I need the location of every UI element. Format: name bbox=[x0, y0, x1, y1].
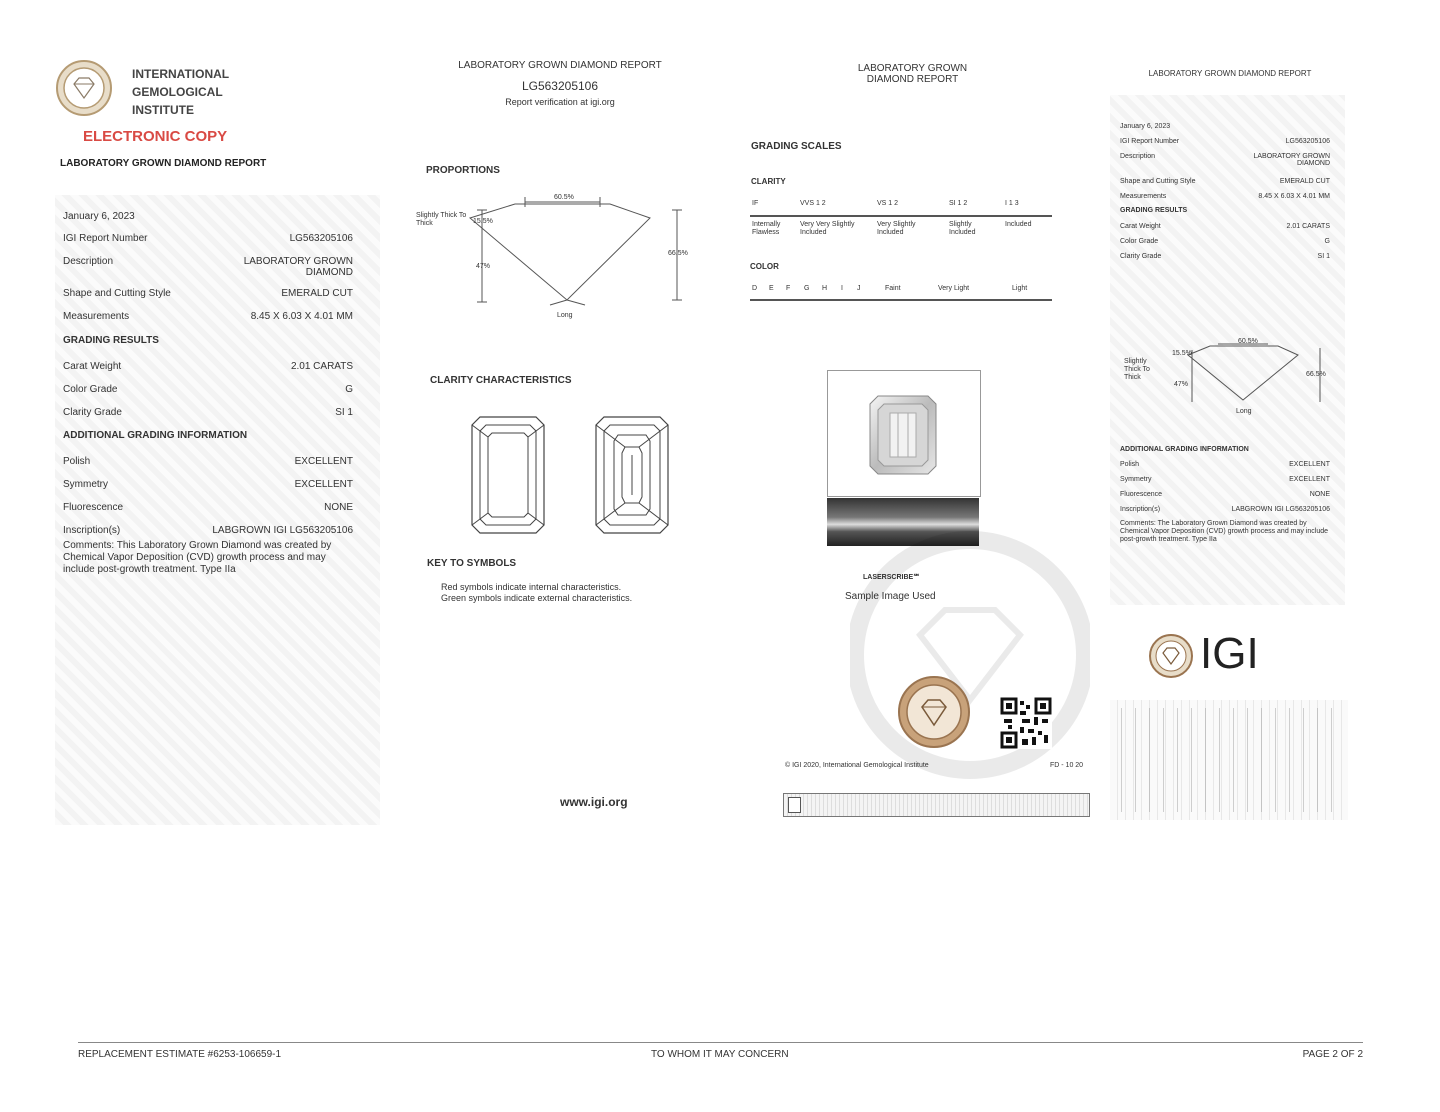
igi-seal-hologram-icon bbox=[897, 675, 971, 749]
pavilion-percentage: 47% bbox=[476, 263, 491, 270]
igi-logo-text: IGI bbox=[1200, 629, 1259, 678]
color-grade: G bbox=[804, 285, 810, 292]
panel3-title-line2: DIAMOND REPORT bbox=[866, 74, 959, 85]
panel4-additional-row bbox=[1120, 491, 1330, 498]
panel4-date: January 6, 2023 bbox=[1120, 123, 1171, 130]
proportions-diagram bbox=[415, 190, 715, 325]
additional-label: Fluorescence bbox=[1120, 491, 1163, 498]
color-scale-label: COLOR bbox=[750, 262, 779, 271]
report-date: January 6, 2023 bbox=[63, 211, 135, 222]
color-scale bbox=[750, 285, 1052, 305]
additional-row bbox=[63, 502, 353, 513]
field-value: EMERALD CUT bbox=[281, 288, 353, 299]
igi-logo-seal-icon bbox=[1148, 633, 1194, 679]
color-grade: D bbox=[752, 285, 758, 292]
key-line-green: Green symbols indicate external characteristics. bbox=[441, 593, 633, 603]
emerald-diamond-icon bbox=[828, 371, 980, 496]
additional-value: EXCELLENT bbox=[294, 479, 353, 490]
additional-label: Polish bbox=[1120, 461, 1140, 468]
grading-scales-heading: GRADING SCALES bbox=[751, 141, 842, 152]
field-value: LABORATORY GROWN DIAMOND bbox=[243, 256, 353, 278]
summary-panel bbox=[1110, 55, 1355, 825]
clarity-plot-pavilion bbox=[592, 415, 672, 535]
girdle-label: Slightly Thick To Thick bbox=[416, 212, 467, 227]
additional-row bbox=[63, 456, 353, 467]
panel4-crown-pct: 15.5% bbox=[1172, 350, 1192, 357]
key-line-red: Red symbols indicate internal characteristics. bbox=[441, 582, 622, 592]
field-value: 8.45 X 6.03 X 4.01 MM bbox=[1258, 193, 1330, 200]
copyright-text: © IGI 2020, International Gemological Institute bbox=[785, 762, 929, 769]
additional-value: LABGROWN IGI LG563205106 bbox=[1231, 506, 1330, 513]
clarity-description: Very Slightly Included bbox=[877, 221, 916, 236]
form-code: FD - 10 20 bbox=[1050, 762, 1084, 769]
field-value: EMERALD CUT bbox=[1279, 178, 1330, 185]
field-label: Description bbox=[1120, 153, 1156, 160]
grading-value: G bbox=[1324, 238, 1330, 245]
additional-label: Inscription(s) bbox=[1120, 506, 1161, 513]
replacement-estimate: REPLACEMENT ESTIMATE #6253-106659-1 bbox=[78, 1049, 282, 1060]
laserscribe-label: LASERSCRIBE℠ bbox=[863, 574, 921, 581]
website-link[interactable]: www.igi.org bbox=[560, 795, 628, 809]
additional-info bbox=[63, 456, 353, 546]
rotated-text-block bbox=[1116, 708, 1342, 812]
crown-percentage: 15.5% bbox=[473, 218, 493, 225]
field-value: LG563205106 bbox=[289, 233, 353, 244]
panel4-grading-row bbox=[1120, 238, 1330, 245]
additional-value: EXCELLENT bbox=[1289, 476, 1330, 483]
panel4-grading-heading: GRADING RESULTS bbox=[1120, 207, 1188, 214]
comments-text: Comments: This Laboratory Grown Diamond was created by Chemical Vapor Deposition (CVD) growth process and may include post-growth treatment. Type IIa bbox=[63, 540, 332, 575]
additional-row bbox=[63, 525, 353, 536]
page-number: PAGE 2 OF 2 bbox=[1302, 1049, 1363, 1060]
field-row bbox=[63, 256, 353, 278]
clarity-code: I 1 3 bbox=[1005, 200, 1019, 207]
electronic-copy-label: ELECTRONIC COPY bbox=[83, 128, 228, 145]
additional-value: EXCELLENT bbox=[294, 456, 353, 467]
panel4-grading-row bbox=[1120, 223, 1330, 230]
field-label: Measurements bbox=[63, 311, 130, 322]
additional-label: Symmetry bbox=[1120, 476, 1152, 483]
additional-label: Polish bbox=[63, 456, 91, 467]
clarity-description: Very Very Slightly Included bbox=[800, 221, 855, 236]
field-row bbox=[63, 311, 353, 322]
additional-value: NONE bbox=[324, 502, 353, 513]
panel4-field-row bbox=[1120, 178, 1330, 185]
left-details-box bbox=[55, 195, 380, 825]
grading-value: SI 1 bbox=[335, 407, 353, 418]
grading-label: Carat Weight bbox=[1120, 223, 1161, 230]
field-value: 8.45 X 6.03 X 4.01 MM bbox=[250, 311, 353, 322]
panel4-additional-heading: ADDITIONAL GRADING INFORMATION bbox=[1120, 446, 1249, 453]
panel2-verification: Report verification at igi.org bbox=[505, 97, 615, 107]
proportions-heading: PROPORTIONS bbox=[426, 165, 500, 176]
additional-label: Symmetry bbox=[63, 479, 108, 490]
field-label: Description bbox=[63, 256, 114, 267]
grading-label: Carat Weight bbox=[63, 361, 122, 372]
grading-label: Color Grade bbox=[63, 384, 118, 395]
color-grade: E bbox=[769, 285, 774, 292]
field-row bbox=[63, 288, 353, 299]
color-grade: Faint bbox=[885, 285, 901, 292]
clarity-description: Slightly Included bbox=[949, 221, 976, 236]
table-percentage: 60.5% bbox=[554, 194, 574, 201]
panel4-field-row bbox=[1120, 153, 1330, 167]
report-title: LABORATORY GROWN DIAMOND REPORT bbox=[60, 158, 267, 169]
color-grade: J bbox=[857, 285, 861, 292]
panel4-fields bbox=[1120, 138, 1330, 218]
document-icon bbox=[788, 797, 801, 813]
security-strip bbox=[783, 793, 1090, 817]
field-label: Shape and Cutting Style bbox=[63, 288, 171, 299]
clarity-scale bbox=[750, 198, 1052, 243]
grading-value: G bbox=[345, 384, 353, 395]
org-name-line1: INTERNATIONAL bbox=[132, 67, 230, 81]
color-grade: H bbox=[822, 285, 828, 292]
depth-percentage: 66.5% bbox=[668, 250, 688, 257]
grading-label: Clarity Grade bbox=[63, 407, 122, 418]
clarity-description: Included bbox=[1005, 221, 1032, 228]
additional-row bbox=[63, 479, 353, 490]
clarity-plot-crown bbox=[468, 415, 548, 535]
panel4-girdle: Slightly Thick To Thick bbox=[1124, 358, 1150, 381]
field-value: LABORATORY GROWN DIAMOND bbox=[1253, 153, 1330, 167]
panel4-table-pct: 60.5% bbox=[1238, 338, 1258, 345]
panel4-additional-row bbox=[1120, 461, 1330, 468]
grading-label: Color Grade bbox=[1120, 238, 1159, 245]
grading-results bbox=[63, 361, 353, 431]
panel4-additional-row bbox=[1120, 476, 1330, 483]
clarity-scale-divider bbox=[750, 215, 1052, 217]
grading-scales-panel bbox=[745, 55, 1095, 825]
org-name-line3: INSTITUTE bbox=[132, 103, 194, 117]
clarity-code: VVS 1 2 bbox=[800, 200, 826, 207]
grading-value: SI 1 bbox=[1317, 253, 1330, 260]
igi-seal-icon bbox=[55, 59, 113, 117]
color-scale-divider bbox=[750, 299, 1052, 301]
culet-label: Long bbox=[557, 312, 573, 319]
field-label: IGI Report Number bbox=[63, 233, 148, 244]
panel4-comments: Comments: The Laboratory Grown Diamond was created by Chemical Vapor Deposition (CVD) growth process and may include post-growth treatment. Type IIa bbox=[1120, 520, 1329, 543]
grading-row bbox=[63, 407, 353, 418]
clarity-code: IF bbox=[752, 200, 759, 207]
report-fields bbox=[63, 233, 353, 333]
grading-value: 2.01 CARATS bbox=[290, 361, 353, 372]
grading-row bbox=[63, 361, 353, 372]
field-label: Shape and Cutting Style bbox=[1120, 178, 1196, 185]
igi-logo bbox=[1148, 629, 1288, 685]
left-panel bbox=[55, 55, 385, 825]
additional-label: Fluorescence bbox=[63, 502, 124, 513]
additional-value: EXCELLENT bbox=[1289, 461, 1330, 468]
additional-value: NONE bbox=[1309, 491, 1330, 498]
panel4-title: LABORATORY GROWN DIAMOND REPORT bbox=[1148, 69, 1312, 78]
panel3-title-line1: LABORATORY GROWN bbox=[857, 63, 968, 74]
panel2-report-number: LG563205106 bbox=[521, 79, 599, 93]
panel4-grading bbox=[1120, 223, 1330, 273]
clarity-plot-crown-svg bbox=[468, 415, 548, 535]
field-label: IGI Report Number bbox=[1120, 138, 1180, 145]
additional-label: Inscription(s) bbox=[63, 525, 121, 536]
rotated-summary-strip bbox=[1110, 700, 1348, 820]
panel4-details-box bbox=[1110, 95, 1345, 605]
grading-label: Clarity Grade bbox=[1120, 253, 1162, 260]
sample-image-caption: Sample Image Used bbox=[845, 591, 936, 602]
key-to-symbols-heading: KEY TO SYMBOLS bbox=[427, 558, 517, 569]
additional-info-heading: ADDITIONAL GRADING INFORMATION bbox=[63, 430, 248, 441]
additional-value: LABGROWN IGI LG563205106 bbox=[212, 525, 353, 536]
grading-results-heading: GRADING RESULTS bbox=[63, 335, 159, 346]
panel4-field-row bbox=[1120, 138, 1330, 145]
clarity-characteristics-heading: CLARITY CHARACTERISTICS bbox=[430, 375, 572, 386]
clarity-code: SI 1 2 bbox=[949, 200, 968, 207]
color-grade: Light bbox=[1012, 285, 1028, 292]
color-grade: Very Light bbox=[938, 285, 970, 292]
panel4-pavilion-pct: 47% bbox=[1174, 381, 1189, 388]
grading-value: 2.01 CARATS bbox=[1286, 223, 1330, 230]
field-row bbox=[63, 233, 353, 244]
panel4-field-row bbox=[1120, 193, 1330, 200]
panel4-proportions-diagram bbox=[1118, 330, 1333, 420]
proportions-diagram-svg bbox=[415, 190, 715, 325]
clarity-code: VS 1 2 bbox=[877, 200, 899, 207]
color-grade: F bbox=[786, 285, 791, 292]
clarity-plot-pavilion-svg bbox=[592, 415, 672, 535]
panel4-culet: Long bbox=[1236, 408, 1252, 415]
grading-row bbox=[63, 384, 353, 395]
color-grade: I bbox=[841, 285, 843, 292]
field-label: Measurements bbox=[1120, 193, 1167, 200]
panel2-title: LABORATORY GROWN DIAMOND REPORT bbox=[458, 60, 662, 71]
org-name-line2: GEMOLOGICAL bbox=[132, 85, 223, 99]
panel4-depth-pct: 66.5% bbox=[1306, 371, 1326, 378]
footer bbox=[78, 1042, 1363, 1062]
panel4-additional bbox=[1120, 461, 1330, 521]
panel4-grading-row bbox=[1120, 253, 1330, 260]
clarity-scale-label: CLARITY bbox=[751, 177, 786, 186]
footer-divider bbox=[78, 1042, 1363, 1043]
proportions-panel bbox=[400, 55, 730, 825]
clarity-description: Internally Flawless bbox=[752, 221, 781, 236]
qr-code-icon[interactable] bbox=[1000, 697, 1052, 749]
panel4-additional-row bbox=[1120, 506, 1330, 513]
recipient-line: TO WHOM IT MAY CONCERN bbox=[651, 1049, 789, 1060]
field-value: LG563205106 bbox=[1285, 138, 1330, 145]
diamond-photo bbox=[827, 370, 981, 497]
